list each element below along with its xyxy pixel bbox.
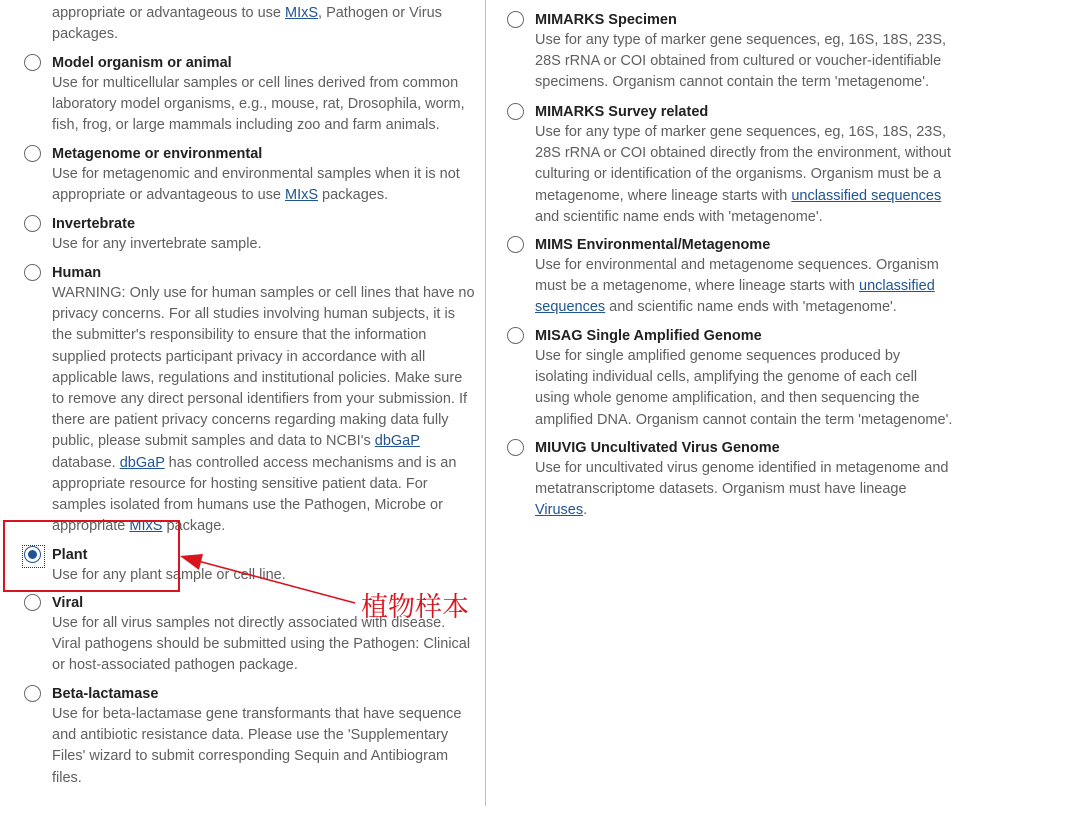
unclassified-link[interactable]: unclassified	[859, 278, 935, 295]
desc-line: to remove any direct personal identifiers from your submission. If	[52, 391, 468, 408]
dbgap-link[interactable]: dbGaP	[374, 433, 420, 450]
desc-line: amplified DNA. Organism cannot contain the term 'metagenome'.	[535, 411, 953, 428]
desc-line: appropriate MIxS package.	[52, 518, 226, 535]
desc-line: samples isolated from humans use the Pathogen, Microbe or	[52, 497, 443, 514]
desc-line: the submitter's responsibility to ensure that the information	[52, 327, 427, 344]
unclassified-sequences-link[interactable]: unclassified sequences	[791, 187, 942, 204]
option-title[interactable]: Human	[52, 265, 102, 281]
option-title[interactable]: MIMS Environmental/Metagenome	[535, 237, 771, 253]
desc-line: Use for any type of marker gene sequences, eg, 16S, 18S, 23S,	[535, 32, 947, 48]
desc-line: metatranscriptome datasets. Organism must have lineage	[535, 481, 907, 498]
desc-line: fish, frog, or large mammals including zoo and farm animals.	[52, 117, 440, 134]
sequences-link[interactable]: sequences	[535, 299, 606, 316]
desc-line: using whole genome amplification, and then sequencing the	[535, 390, 920, 407]
option-title[interactable]: Beta-lactamase	[52, 686, 159, 702]
desc-line: Files' wizard to submit corresponding Sequin and Antibiogram	[52, 748, 449, 765]
desc-line: Use for any type of marker gene sequences, eg, 16S, 18S, 23S,	[535, 124, 947, 140]
mixs-link[interactable]: MIxS	[284, 5, 319, 21]
option-title[interactable]: MIUVIG Uncultivated Virus Genome	[535, 440, 780, 456]
desc-line: applicable laws, regulations and institutional policies. Make sure	[52, 369, 463, 386]
desc-line: culturing or identification of the organisms. Organism must be a	[535, 166, 942, 183]
desc-line: supplied protects participant privacy in accordance with all	[52, 348, 426, 365]
desc-line: and antibiotic resistance data. Please use the 'Supplementary	[52, 727, 449, 744]
desc-line: Use for metagenomic and environmental samples when it is not	[52, 166, 460, 182]
desc-line: Use for any invertebrate sample.	[52, 236, 262, 252]
desc-line: sequences and scientific name ends with 'metagenome'.	[535, 299, 897, 316]
desc-line: specimens. Organism cannot contain the term 'metagenome'.	[535, 74, 930, 91]
viruses-link[interactable]: Viruses	[535, 502, 584, 519]
option-title[interactable]: Viral	[52, 595, 84, 611]
desc-line: laboratory model organisms, e.g., mouse, rat, Drosophila, worm,	[52, 96, 465, 113]
desc-line: appropriate resource for hosting sensitive patient data. For	[52, 475, 428, 492]
desc-line: and scientific name ends with 'metagenome'.	[535, 208, 823, 225]
desc-line: appropriate or advantageous to use MIxS packages.	[52, 187, 389, 204]
desc-line: public, please submit samples and data to NCBI's dbGaP	[52, 433, 420, 450]
desc-line: Use for environmental and metagenome sequences. Organism	[535, 257, 939, 273]
desc-line: Use for multicellular samples or cell lines derived from common	[52, 75, 459, 91]
desc-line: files.	[52, 769, 82, 786]
desc-line: Use for beta-lactamase gene transformants that have sequence	[52, 706, 462, 722]
desc-line: appropriate or advantageous to use MIxS, Pathogen or Virus	[52, 5, 442, 21]
option-title[interactable]: Model organism or animal	[52, 55, 232, 71]
desc-line: Use for any plant sample or cell line.	[52, 567, 286, 583]
mixs-link[interactable]: MIxS	[284, 187, 319, 204]
desc-line: isolating individual cells, amplifying the genome of each cell	[535, 369, 918, 386]
desc-line: Viruses.	[535, 502, 588, 519]
annotation-label: 植物样本	[361, 592, 469, 623]
desc-line: WARNING: Only use for human samples or cell lines that have no	[52, 285, 475, 301]
dbgap-link[interactable]: dbGaP	[119, 454, 165, 471]
desc-line: Use for all virus samples not directly associated with disease.	[52, 615, 446, 631]
desc-line: Viral pathogens should be submitted using the Pathogen: Clinical	[52, 636, 471, 653]
desc-line: 28S rRNA or COI obtained directly from the environment, without	[535, 145, 951, 162]
option-title[interactable]: Metagenome or environmental	[52, 146, 263, 162]
desc-line: Use for uncultivated virus genome identified in metagenome and	[535, 460, 949, 476]
desc-line: packages.	[52, 26, 119, 43]
option-title[interactable]: MIMARKS Survey related	[535, 104, 709, 120]
desc-line: 28S rRNA or COI obtained from cultured or voucher-identifiable	[535, 53, 942, 70]
desc-line: or host-associated pathogen package.	[52, 657, 298, 674]
mixs-link[interactable]: MIxS	[129, 518, 163, 535]
option-title[interactable]: Plant	[52, 547, 88, 563]
desc-line: database. dbGaP has controlled access mechanisms and is an	[52, 454, 457, 471]
option-title[interactable]: Invertebrate	[52, 216, 136, 232]
option-title[interactable]: MIMARKS Specimen	[535, 12, 677, 28]
desc-line: privacy concerns. For all studies involving human subjects, it is	[52, 306, 455, 323]
desc-line: Use for single amplified genome sequences produced by	[535, 348, 901, 364]
desc-line: metagenome, where lineage starts with unclassified sequences	[535, 187, 942, 204]
desc-line: must be a metagenome, where lineage starts with unclassified	[535, 278, 935, 295]
desc-line: there are patient privacy concerns regarding making data fully	[52, 412, 449, 429]
option-title[interactable]: MISAG Single Amplified Genome	[535, 328, 762, 344]
